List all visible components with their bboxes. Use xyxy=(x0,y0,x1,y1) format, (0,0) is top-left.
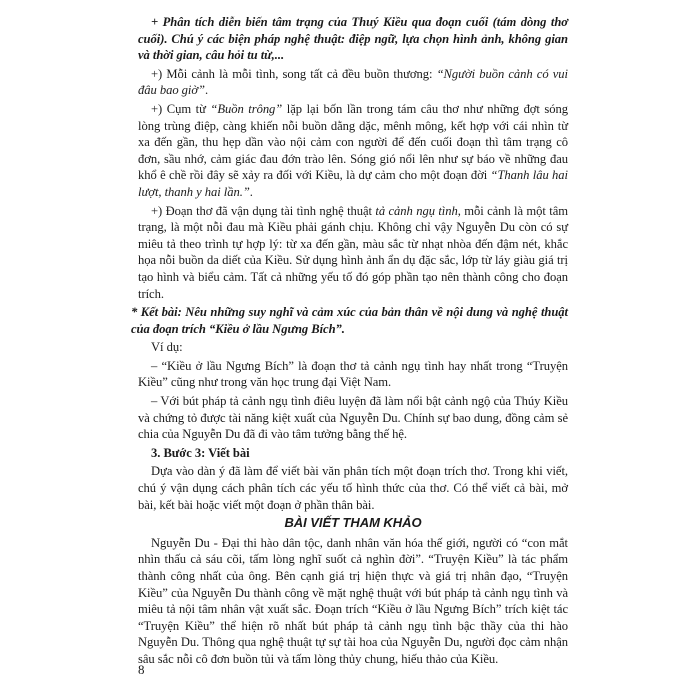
step3-heading: 3. Bước 3: Viết bài xyxy=(151,445,250,460)
example-label: Ví dụ: xyxy=(151,340,183,355)
quote: “Người buồn cảnh có vui đâu bao giờ” xyxy=(138,66,568,98)
analysis-point-final-stanza: + Phân tích diễn biến tâm trạng của Thuý Kiều qua đoạn cuối (tám dòng thơ cuối). Chú ý các biện pháp nghệ thuật: điệp ngữ, lựa chọn hình ảnh, không gian và thời gian, câu hỏi tu từ,... xyxy=(138,15,568,63)
emphasis: tả cảnh ngụ tình xyxy=(375,203,458,218)
reference-essay: Nguyễn Du - Đại thi hào dân tộc, danh nhân văn hóa thế giới, người có “con mắt nhìn thấu cả sáu cõi, tấm lòng nghĩ suốt cả nghìn đời”. “Truyện Kiều” là tác phẩm thành công nhất của ông. Bên cạnh giá trị hiện thực và giá trị nhân đạo, “Truyện Kiều” của Nguyễn Du thành công về mặt nghệ thuật với bút pháp tả cảnh ngụ tình và miêu tả nội tâm nhân vật xuất sắc. Đoạn trích “Kiều ở lầu Ngưng Bích” trích kiệt tác “Truyện Kiều” thể hiện rõ nhất bút pháp tả cảnh ngụ tình bậc thầy của thi hào Nguyễn Du. Thông qua nghệ thuật tự sự tài hoa của Nguyễn Du, người đọc cảm nhận sâu sắc nỗi cô đơn buồn tủi và tấm lòng thủy chung, hiếu thảo của Kiều. xyxy=(138,535,568,666)
example-item: – “Kiều ở lầu Ngưng Bích” là đoạn thơ tả cảnh ngụ tình hay nhất trong “Truyện Kiều” cũng như trong văn học trung đại Việt Nam. xyxy=(138,358,568,390)
conclusion-label: * Kết bài: xyxy=(131,305,182,320)
text: +) Mỗi cảnh là mỗi tình, song tất cả đều buồn thương: xyxy=(151,66,437,81)
text: +) Cụm từ xyxy=(151,101,211,116)
example-item: – Với bút pháp tả cảnh ngụ tình điêu luyện đã làm nổi bật cảnh ngộ của Thúy Kiều và chứng tỏ được tài năng kiệt xuất của Nguyễn Du. Chính sự bao dung, đồng cảm sẻ chia của Nguyễn Du đã đi vào tâm tưởng bằng thế hệ. xyxy=(138,394,568,442)
text: . xyxy=(249,184,253,199)
paragraph-scene-mood xyxy=(138,66,568,99)
text: lặp lại bốn lần trong tám câu thơ như những đợt sóng lòng trùng điệp, càng khiến nỗi buồn dằng dặc, mênh mông, kết hợp với cái nhìn từ xa đến gần, thu hẹp dần vào nội cảm con người để đến cuối đoạn thì tâm trạng cô đơn, sầu nhớ, cảm giác đau đớn trào lên. Sóng gió nổi lên như sự báo về những đau khổ ê chề rồi đây sẽ xảy ra đối với Kiều, là dự cảm cho một đoạn đời xyxy=(138,101,568,183)
conclusion-heading xyxy=(131,304,568,337)
paragraph-buon-trong xyxy=(138,101,568,201)
reference-heading: BÀI VIẾT THAM KHẢO xyxy=(284,515,422,531)
text: . xyxy=(205,83,209,98)
text: , mỗi cảnh là một tâm trạng, là một nỗi đau mà Kiều phải gánh chịu. Không chỉ vậy Nguyễn Du còn có sự miêu tả theo trình tự hợp lý: từ xa đến gần, màu sắc từ nhạt nhòa đến đậm nét, khắc họa nỗi buồn da diết của Kiều. Sử dụng hình ảnh ẩn dụ đặc sắc, lớp từ láy giàu giá trị tạo hình và biểu cảm. Tất cả những yếu tố đó góp phần tạo nên thành công cho đoạn trích. xyxy=(138,203,569,301)
quote: “Thanh lâu hai lượt, thanh y hai lần.” xyxy=(138,168,568,199)
quote: “Buồn trông” xyxy=(210,101,283,116)
paragraph-technique xyxy=(138,203,568,303)
conclusion-text: Nêu những suy nghĩ và cảm xúc của bản thân về nội dung và nghệ thuật của đoạn trích “Kiều ở lầu Ngưng Bích”. xyxy=(131,305,569,336)
text: +) Đoạn thơ đã vận dụng tài tình nghệ thuật xyxy=(151,203,376,218)
step3-text: Dựa vào dàn ý đã làm để viết bài văn phân tích một đoạn trích thơ. Trong khi viết, chú ý vận dụng cách phân tích các yếu tố hình thức của thơ. Có thể viết cả bài, mở bài, kết bài hoặc viết một đoạn ở phần thân bài. xyxy=(138,464,568,512)
page-number: 8 xyxy=(138,662,145,677)
